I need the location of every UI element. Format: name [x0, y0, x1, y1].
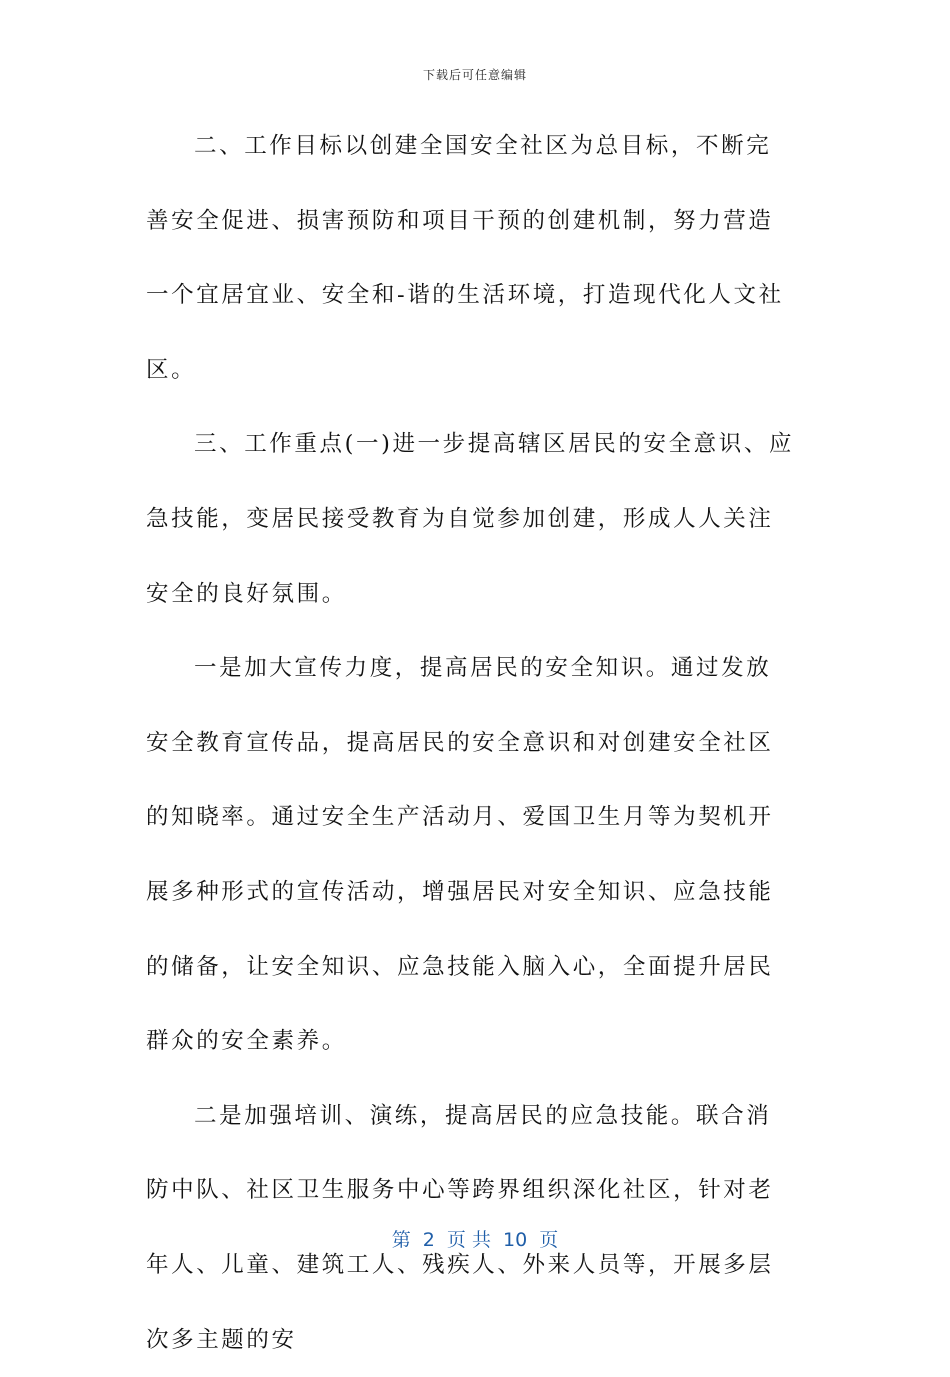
paragraph-work-goal: 二、工作目标以创建全国安全社区为总目标，不断完善安全促进、损害预防和项目干预的创建机制，努力营造一个宜居宜业、安全和-谐的生活环境，打造现代化人文社区。	[146, 133, 784, 383]
header-note: 下载后可任意编辑	[422, 68, 527, 82]
paragraph-training: 二是加强培训、演练，提高居民的应急技能。联合消防中队、社区卫生服务中心等跨界组织深化社区，针对老年人、儿童、建筑工人、残疾人、外来人员等，开展多层次多主题的安	[146, 1102, 774, 1353]
document-body	[146, 109, 796, 1377]
paragraph-publicity: 一是加大宣传力度，提高居民的安全知识。通过发放安全教育宣传品，提高居民的安全意识和对创建安全社区的知晓率。通过安全生产活动月、爱国卫生月等为契机开展多种形式的宣传活动，增强居民对安全知识、应急技能的储备，让安全知识、应急技能入脑入心，全面提升居民群众的安全素养。	[146, 655, 774, 1055]
paragraph-work-focus: 三、工作重点(一)进一步提高辖区居民的安全意识、应急技能，变居民接受教育为自觉参加创建，形成人人关注安全的良好氛围。	[146, 431, 795, 607]
page-number-footer: 第 2 页 共 10 页	[391, 1229, 559, 1251]
